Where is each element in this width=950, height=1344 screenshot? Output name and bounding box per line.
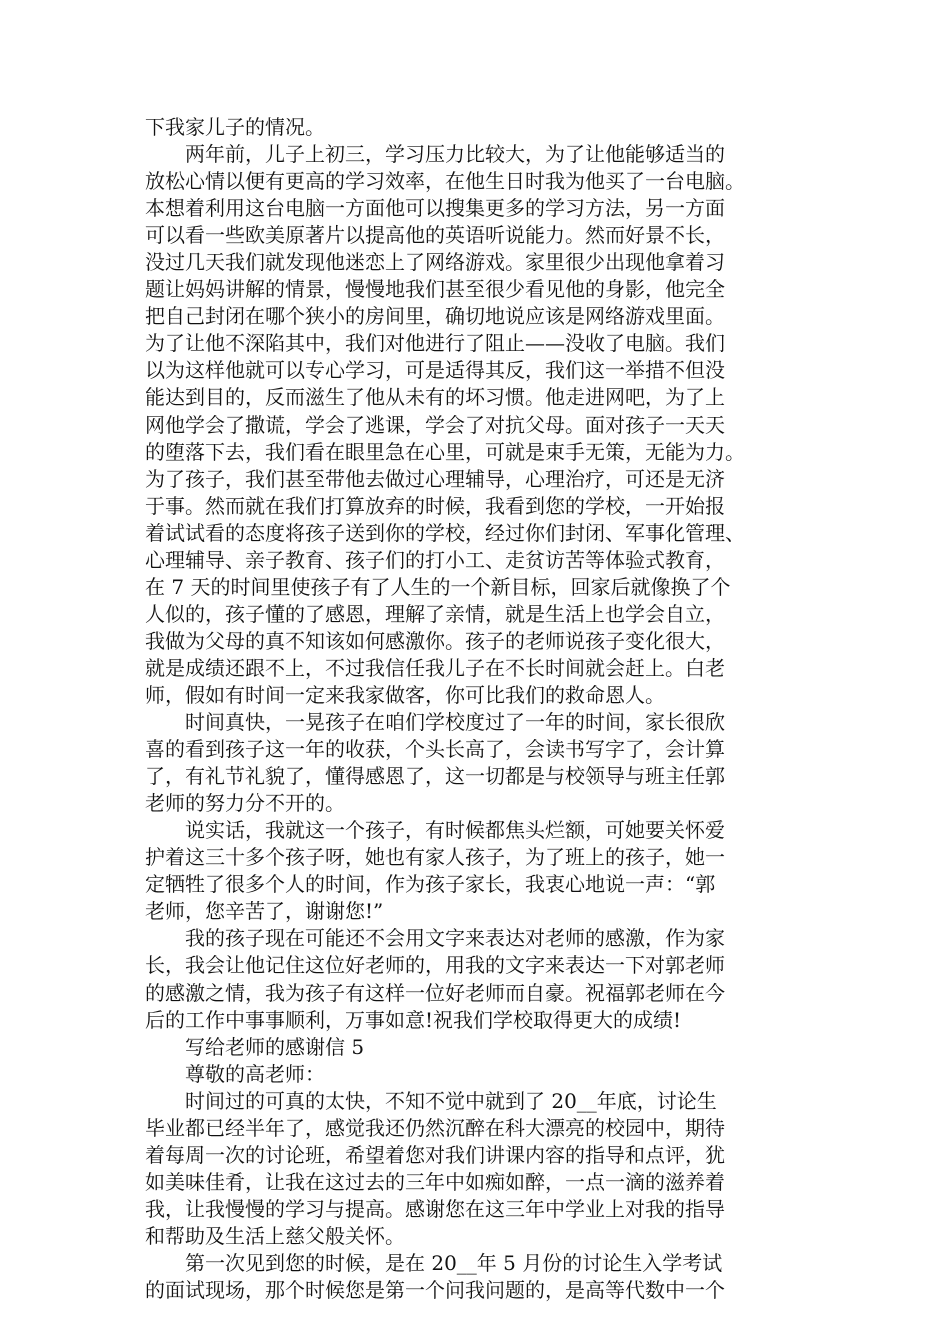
text-line: 时间真快，一晃孩子在咱们学校度过了一年的时间，家长很欣	[145, 710, 725, 735]
text-line: 说实话，我就这一个孩子，有时候都焦头烂额，可她要关怀爱	[145, 818, 725, 843]
text-line: 在 7 天的时间里使孩子有了人生的一个新目标，回家后就像换了个	[145, 574, 731, 599]
text-line: 下我家儿子的情况。	[145, 115, 325, 139]
text-line: 可以看一些欧美原著片以提高他的英语听说能力。然而好景不长，	[145, 223, 725, 248]
text-line: 长，我会让他记住这位好老师的，用我的文字来表达一下对郭老师	[145, 953, 725, 978]
text-line: 时间过的可真的太快，不知不觉中就到了 20__年底，讨论生	[145, 1088, 717, 1113]
text-line: 和帮助及生活上慈父般关怀。	[145, 1223, 405, 1248]
text-line: 网他学会了撒谎，学会了逃课，学会了对抗父母。面对孩子一天天	[145, 412, 725, 437]
text-line: 把自己封闭在哪个狭小的房间里，确切地说应该是网络游戏里面。	[145, 304, 725, 329]
text-line: 为了让他不深陷其中，我们对他进行了阻止——没收了电脑。我们	[145, 331, 725, 356]
text-line: 后的工作中事事顺利，万事如意!祝我们学校取得更大的成绩!	[145, 1007, 682, 1032]
text-line: 护着这三十多个孩子呀，她也有家人孩子，为了班上的孩子，她一	[145, 845, 725, 870]
text-line: 的面试现场，那个时候您是第一个问我问题的，是高等代数中一个	[145, 1278, 725, 1303]
text-line: 题让妈妈讲解的情景，慢慢地我们甚至很少看见他的身影，他完全	[145, 277, 725, 302]
text-line: 没过几天我们就发现他迷恋上了网络游戏。家里很少出现他拿着习	[145, 250, 725, 275]
text-line: 着每周一次的讨论班，希望着您对我们讲课内容的指导和点评，犹	[145, 1142, 725, 1167]
text-line: 定牺牲了很多个人的时间，作为孩子家长，我衷心地说一声：“郭	[145, 872, 716, 897]
text-line: 写给老师的感谢信 5	[145, 1034, 365, 1059]
text-line: 本想着利用这台电脑一方面他可以搜集更多的学习方法，另一方面	[145, 196, 725, 221]
text-line: 的感激之情，我为孩子有这样一位好老师而自豪。祝福郭老师在今	[145, 980, 725, 1005]
text-line: 放松心情以便有更高的学习效率，在他生日时我为他买了一台电脑。	[145, 169, 745, 194]
text-line: 人似的，孩子懂的了感恩，理解了亲情，就是生活上也学会自立，	[145, 601, 725, 626]
text-line: 心理辅导、亲子教育、孩子们的打小工、走贫访苦等体验式教育，	[145, 547, 725, 572]
text-line: 毕业都已经半年了，感觉我还仍然沉醉在科大漂亮的校园中，期待	[145, 1115, 725, 1140]
text-line: 的堕落下去，我们看在眼里急在心里，可就是束手无策，无能为力。	[145, 439, 745, 464]
text-line: 为了孩子，我们甚至带他去做过心理辅导，心理治疗，可还是无济	[145, 466, 725, 491]
text-line: 我的孩子现在可能还不会用文字来表达对老师的感激，作为家	[145, 926, 725, 951]
letter-body	[145, 114, 825, 1304]
text-line: 喜的看到孩子这一年的收获，个头长高了，会读书写字了，会计算	[145, 737, 725, 762]
text-line: 两年前，儿子上初三，学习压力比较大，为了让他能够适当的	[145, 142, 725, 167]
text-line: 以为这样他就可以专心学习，可是适得其反，我们这一举措不但没	[145, 358, 725, 383]
text-line: 老师，您辛苦了，谢谢您!”	[145, 899, 384, 924]
text-line: 了，有礼节礼貌了，懂得感恩了，这一切都是与校领导与班主任郭	[145, 764, 725, 789]
text-line: 我做为父母的真不知该如何感激你。孩子的老师说孩子变化很大，	[145, 628, 725, 653]
text-line: 着试试看的态度将孩子送到你的学校，经过你们封闭、军事化管理、	[145, 520, 745, 545]
text-line: 我，让我慢慢的学习与提高。感谢您在这三年中学业上对我的指导	[145, 1196, 725, 1221]
text-line: 于事。然而就在我们打算放弃的时候，我看到您的学校，一开始报	[145, 493, 725, 518]
text-line: 老师的努力分不开的。	[145, 791, 345, 816]
text-line: 能达到目的，反而滋生了他从未有的坏习惯。他走进网吧，为了上	[145, 385, 725, 410]
text-line: 就是成绩还跟不上，不过我信任我儿子在不长时间就会赶上。白老	[145, 655, 725, 680]
text-line: 师，假如有时间一定来我家做客，你可比我们的救命恩人。	[145, 682, 665, 707]
text-line: 如美味佳肴，让我在这过去的三年中如痴如醉，一点一滴的滋养着	[145, 1169, 725, 1194]
text-line: 第一次见到您的时候，是在 20__年 5 月份的讨论生入学考试	[145, 1250, 723, 1275]
text-line: 尊敬的高老师：	[145, 1061, 325, 1086]
